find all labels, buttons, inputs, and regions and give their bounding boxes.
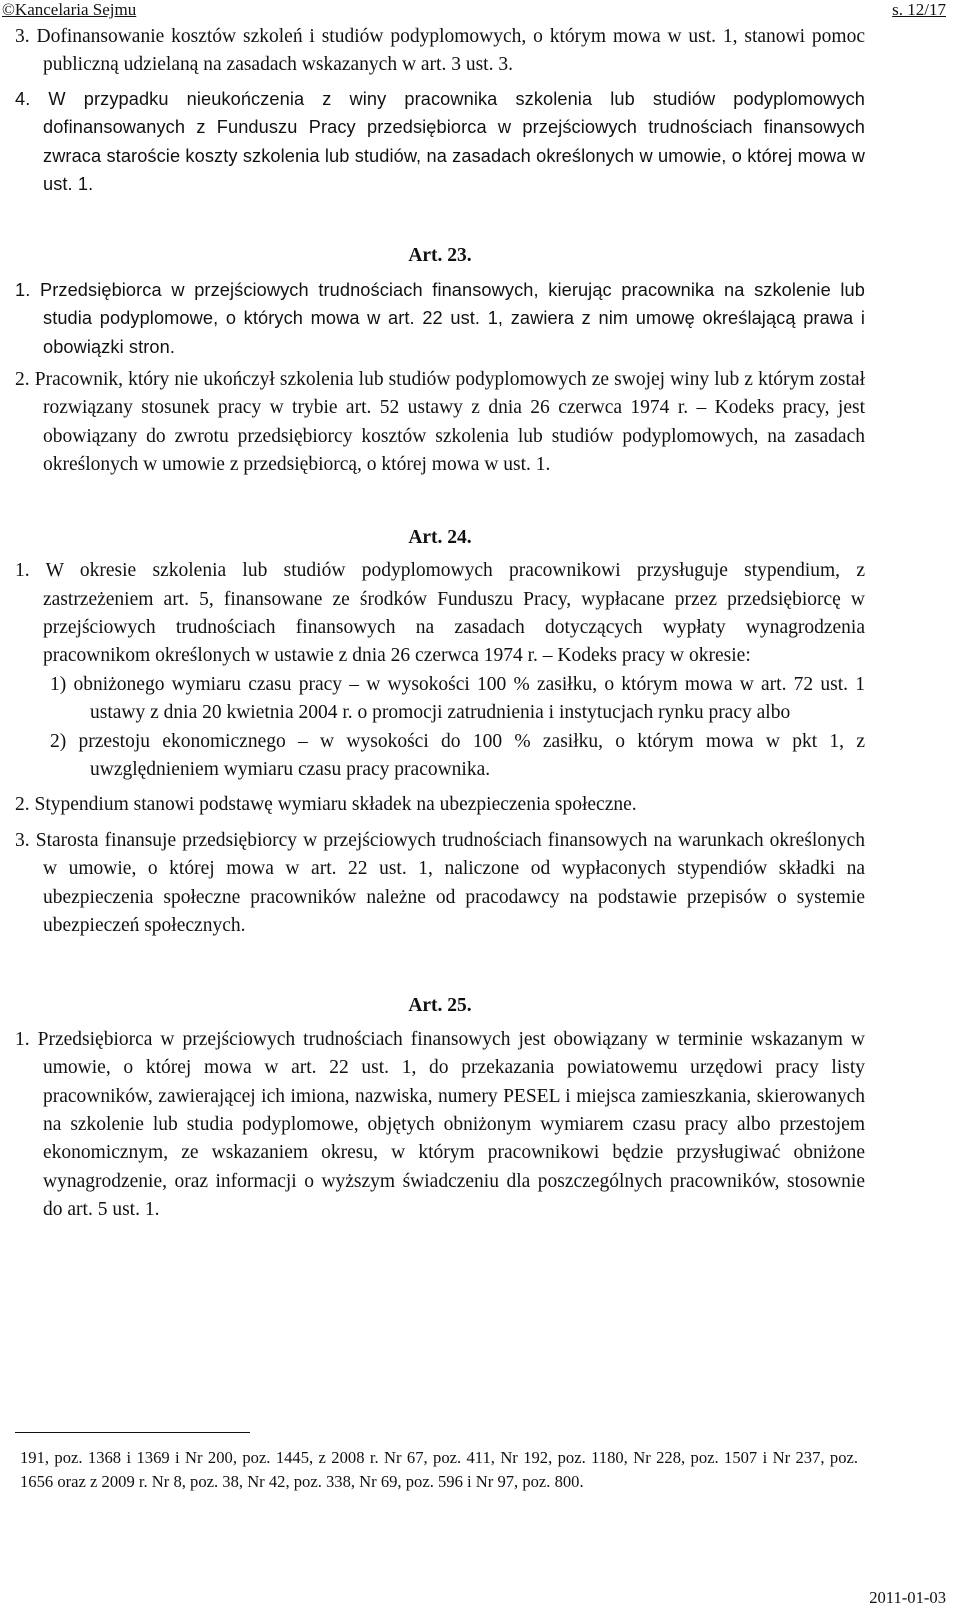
footnote-text: 191, poz. 1368 i 1369 i Nr 200, poz. 1445, z 2008 r. Nr 67, poz. 411, Nr 192, poz. 1180, Nr 228, poz. 1507 i Nr 237, poz. 1656 oraz z 2009 r. Nr 8, poz. 38, Nr 42, poz. 338, Nr 69, poz. 596 i Nr 97, poz. 800. (20, 1448, 858, 1492)
article-25-title: Art. 25. (408, 995, 472, 1017)
copyright-link[interactable]: ©Kancelaria Sejmu (2, 0, 137, 19)
paragraph-4: 4. W przypadku nieukończenia z winy pracownika szkolenia lub studiów podyplomowych dofinansowanych z Funduszu Pracy przedsiębiorca w przejściowych trudnościach finansowych zwraca staroście koszty szkolenia lub studiów, na zasadach określonych w umowie, o której mowa w ust. 1. (15, 88, 865, 195)
article-24-item-2: 2) przestoju ekonomicznego – w wysokości do 100 % zasiłku, o którym mowa w pkt 1, z uwzględnieniem wymiaru czasu pracy pracownika. (50, 730, 865, 780)
article-23-title: Art. 23. (408, 245, 472, 267)
article-25-paragraph-1: 1. Przedsiębiorca w przejściowych trudnościach finansowych jest obowiązany w terminie wskazanym w umowie, o której mowa w art. 22 ust. 1, do przekazania powiatowemu urzędowi pracy listy pracowników, zawierającej ich imiona, nazwiska, numery PESEL i miejsca zamieszkania, skierowanych na szkolenie lub studia podyplomowe, objętych obniżonym wymiarem czasu pracy albo przestojem ekonomicznym, ze wskazaniem okresu, w którym pracownikowi będzie przysługiwać obniżone wynagrodzenie, oraz informacji o wyższym świadczeniu dla poszczególnych pracowników, stosownie do art. 5 ust. 1. (15, 1028, 865, 1221)
paragraph-3: 3. Dofinansowanie kosztów szkoleń i studiów podyplomowych, o którym mowa w ust. 1, stanowi pomoc publiczną udzielaną na zasadach wskazanych w art. 3 ust. 3. (15, 26, 865, 76)
page-number-link[interactable]: s. 12/17 (892, 0, 946, 19)
footnote-divider (15, 1432, 250, 1433)
page-header (0, 0, 960, 24)
article-24-item-1: 1) obniżonego wymiaru czasu pracy – w wysokości 100 % zasiłku, o którym mowa w art. 72 ust. 1 ustawy z dnia 20 kwietnia 2004 r. o promocji zatrudnienia i instytucjach rynku pracy albo (50, 673, 865, 724)
article-23-paragraph-2: 2. Pracownik, który nie ukończył szkolenia lub studiów podyplomowych ze swojej winy lub z którym został rozwiązany stosunek pracy w trybie art. 52 ustawy z dnia 26 czerwca 1974 r. – Kodeks pracy, jest obowiązany do zwrotu przedsiębiorcy kosztów szkolenia lub studiów podyplomowych, na zasadach określonych w umowie z przedsiębiorcą, o której mowa w ust. 1. (15, 369, 865, 476)
article-23-paragraph-1: 1. Przedsiębiorca w przejściowych trudnościach finansowych, kierując pracownika na szkolenie lub studia podyplomowe, o których mowa w art. 22 ust. 1, zawiera z nim umowę określającą prawa i obowiązki stron. (15, 279, 865, 357)
article-24-paragraph-2: 2. Stypendium stanowi podstawę wymiaru składek na ubezpieczenia społeczne. (15, 794, 637, 816)
document-body (15, 23, 865, 1225)
article-24-paragraph-1: 1. W okresie szkolenia lub studiów podyplomowych pracownikowi przysługuje stypendium, z zastrzeżeniem art. 5, finansowane ze środków Funduszu Pracy, wypłacane przez przedsiębiorcę w przejściowych trudnościach finansowych na zasadach dotyczących wypłaty wynagrodzenia pracownikom określonych w ustawie z dnia 26 czerwca 1974 r. – Kodeks pracy w okresie: (15, 560, 865, 667)
article-24-paragraph-3: 3. Starosta finansuje przedsiębiorcy w przejściowych trudnościach finansowych na warunkach określonych w umowie, o której mowa w art. 22 ust. 1, naliczone od wypłaconych stypendiów składki na ubezpieczenia społeczne pracowników należne od pracodawcy na podstawie przepisów o systemie ubezpieczeń społecznych. (15, 829, 865, 936)
document-date: 2011-01-03 (869, 1588, 946, 1607)
article-24-title: Art. 24. (408, 526, 472, 548)
